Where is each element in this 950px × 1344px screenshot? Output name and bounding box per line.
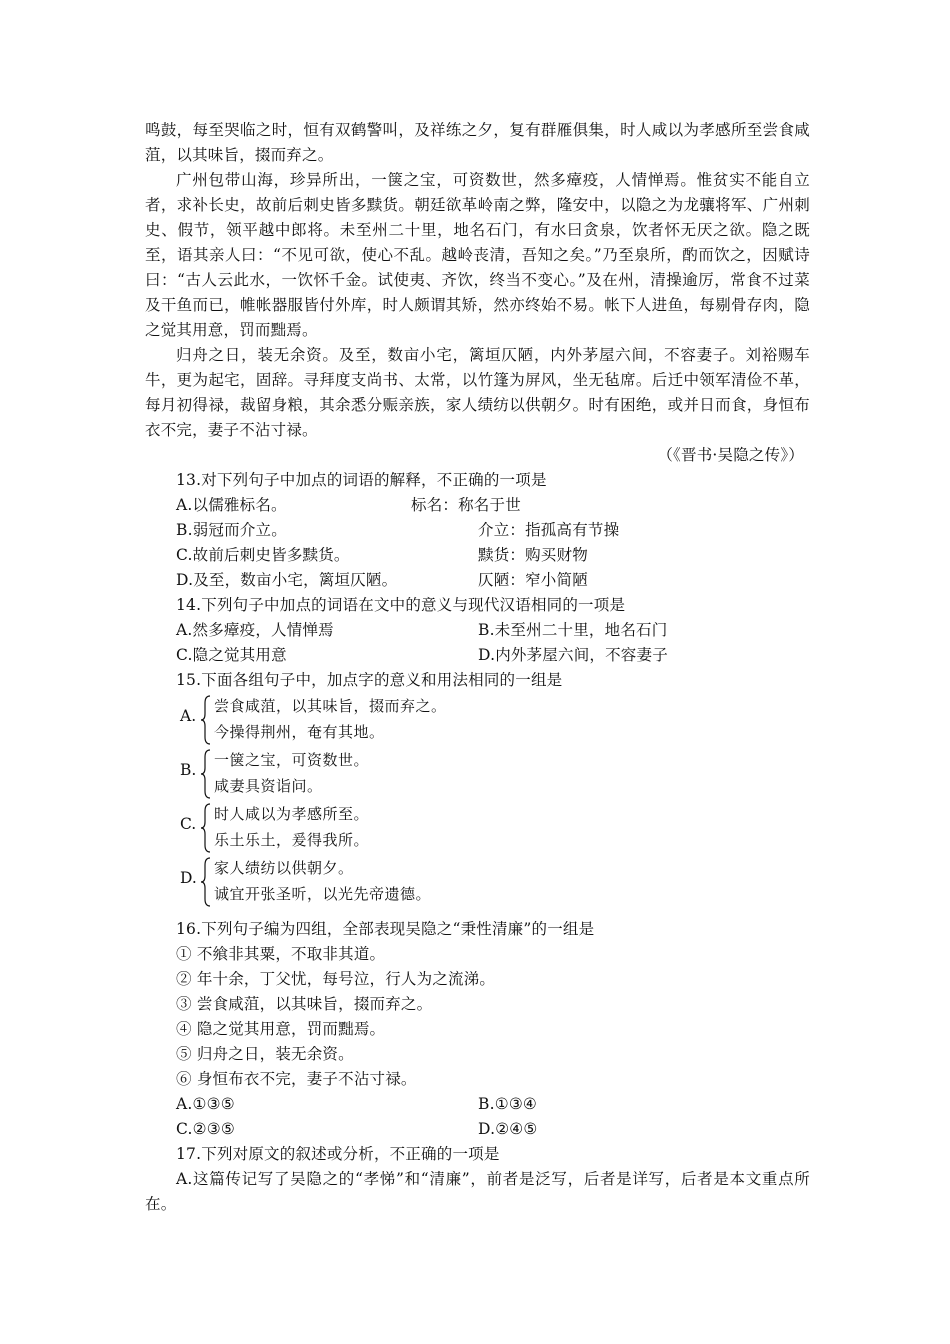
q16-options-row-2 xyxy=(145,1117,810,1142)
q15-a-line-1: 尝食咸菹，以其味旨，掇而弃之。 xyxy=(214,697,447,715)
passage-paragraph-1: 鸣鼓，每至哭临之时，恒有双鹤警叫，及祥练之夕，复有群雁俱集，时人咸以为孝感所至尝食咸菹，以其味旨，掇而弃之。 xyxy=(145,121,810,164)
question-17-stem: 17.下列对原文的叙述或分析，不正确的一项是 xyxy=(176,1145,500,1163)
q16-options-row-1 xyxy=(145,1092,810,1117)
q14-option-c: C.隐之觉其用意 xyxy=(176,646,287,664)
q15-option-a xyxy=(176,693,810,747)
q15-d-line-2: 诚宜开张圣听，以光先帝遗德。 xyxy=(214,885,432,903)
q16-option-a: A.①③⑤ xyxy=(176,1095,235,1113)
question-16-stem: 16.下列句子编为四组，全部表现吴隐之“秉性清廉”的一组是 xyxy=(176,920,595,938)
passage-paragraph-2: 广州包带山海，珍异所出，一箧之宝，可资数世，然多瘴疫，人情惮焉。惟贫实不能自立者，求补长史，故前后刺史皆多黩货。朝廷欲革岭南之弊，隆安中，以隐之为龙骧将军、广州刺史、假节，领平越中郎将。未至州二十里，地名石门，有水曰贪泉，饮者怀无厌之欲。隐之既至，语其亲人曰：“不见可欲，使心不乱。越岭丧清，吾知之矣。”乃至泉所，酌而饮之，因赋诗曰：“古人云此水，一饮怀千金。试使夷、齐饮，终当不变心。”及在州，清操逾厉，常食不过菜及干鱼而已，帷帐器服皆付外库，时人颇谓其矫，然亦终始不易。帐下人进鱼，每剔骨存肉，隐之觉其用意，罚而黜焉。 xyxy=(145,171,810,339)
brace-icon xyxy=(200,803,212,853)
q16-item-3: ③ 尝食咸菹，以其味旨，掇而弃之。 xyxy=(176,995,433,1013)
q15-option-b-letter: B. xyxy=(180,761,197,779)
q15-option-d xyxy=(176,855,810,909)
q15-b-line-2: 咸妻具资诣问。 xyxy=(214,777,323,795)
q16-option-b: B.①③④ xyxy=(478,1095,538,1113)
q15-option-c xyxy=(176,801,810,855)
q15-b-line-1: 一箧之宝，可资数世。 xyxy=(214,751,370,769)
question-15-stem: 15.下面各组句子中，加点字的意义和用法相同的一组是 xyxy=(176,671,563,689)
question-13-stem: 13.对下列句子中加点的词语的解释，不正确的一项是 xyxy=(176,471,547,489)
q15-d-line-1: 家人绩纺以供朝夕。 xyxy=(214,859,354,877)
question-14-stem: 14.下列句子中加点的词语在文中的意义与现代汉语相同的一项是 xyxy=(176,596,626,614)
q14-options-row-2 xyxy=(145,643,810,668)
q16-item-2: ② 年十余，丁父忧，每号泣，行人为之流涕。 xyxy=(176,970,496,988)
q15-a-line-2: 今操得荆州，奄有其地。 xyxy=(214,723,385,741)
q14-option-b: B.未至州二十里，地名石门 xyxy=(478,621,668,639)
q16-item-6: ⑥ 身恒布衣不完，妻子不沾寸禄。 xyxy=(176,1070,417,1088)
q15-c-line-2: 乐土乐土，爰得我所。 xyxy=(214,831,370,849)
q16-option-d: D.②④⑤ xyxy=(478,1120,538,1138)
q16-option-c: C.②③⑤ xyxy=(176,1120,235,1138)
q13-option-d: D.及至，数亩小宅，篱垣仄陋。 仄陋：窄小简陋 xyxy=(176,571,588,589)
q15-option-a-letter: A. xyxy=(180,707,197,725)
q16-item-4: ④ 隐之觉其用意，罚而黜焉。 xyxy=(176,1020,386,1038)
q13-option-c: C.故前后刺史皆多黩货。 黩货：购买财物 xyxy=(176,546,588,564)
passage-paragraph-3: 归舟之日，装无余资。及至，数亩小宅，篱垣仄陋，内外茅屋六间，不容妻子。刘裕赐车牛，更为起宅，固辞。寻拜度支尚书、太常，以竹篷为屏风，坐无毡席。后迁中领军清俭不革，每月初得禄，裁留身粮，其余悉分赈亲族，家人绩纺以供朝夕。时有困绝，或并日而食，身恒布衣不完，妻子不沾寸禄。 xyxy=(145,346,810,439)
q15-c-line-1: 时人咸以为孝感所至。 xyxy=(214,805,370,823)
q15-option-d-letter: D. xyxy=(180,869,197,887)
q13-option-b: B.弱冠而介立。 介立：指孤高有节操 xyxy=(176,521,620,539)
document-page xyxy=(145,118,810,1217)
q15-option-b xyxy=(176,747,810,801)
q16-item-5: ⑤ 归舟之日，装无余资。 xyxy=(176,1045,354,1063)
q17-option-a: A.这篇传记写了吴隐之的“孝悌”和“清廉”，前者是泛写，后者是详写，后者是本文重点所在。 xyxy=(145,1170,810,1213)
brace-icon xyxy=(200,857,212,907)
brace-icon xyxy=(200,749,212,799)
q16-item-1: ① 不飨非其粟，不取非其道。 xyxy=(176,945,386,963)
passage-source: （《晋书·吴隐之传》） xyxy=(657,446,804,464)
q14-option-a: A.然多瘴疫，人情惮焉 xyxy=(176,621,334,639)
q14-options-row-1 xyxy=(145,618,810,643)
brace-icon xyxy=(200,695,212,745)
q13-option-a: A.以儒雅标名。 标名：称名于世 xyxy=(176,496,521,514)
q15-option-c-letter: C. xyxy=(180,815,197,833)
q14-option-d: D.内外茅屋六间，不容妻子 xyxy=(478,646,668,664)
